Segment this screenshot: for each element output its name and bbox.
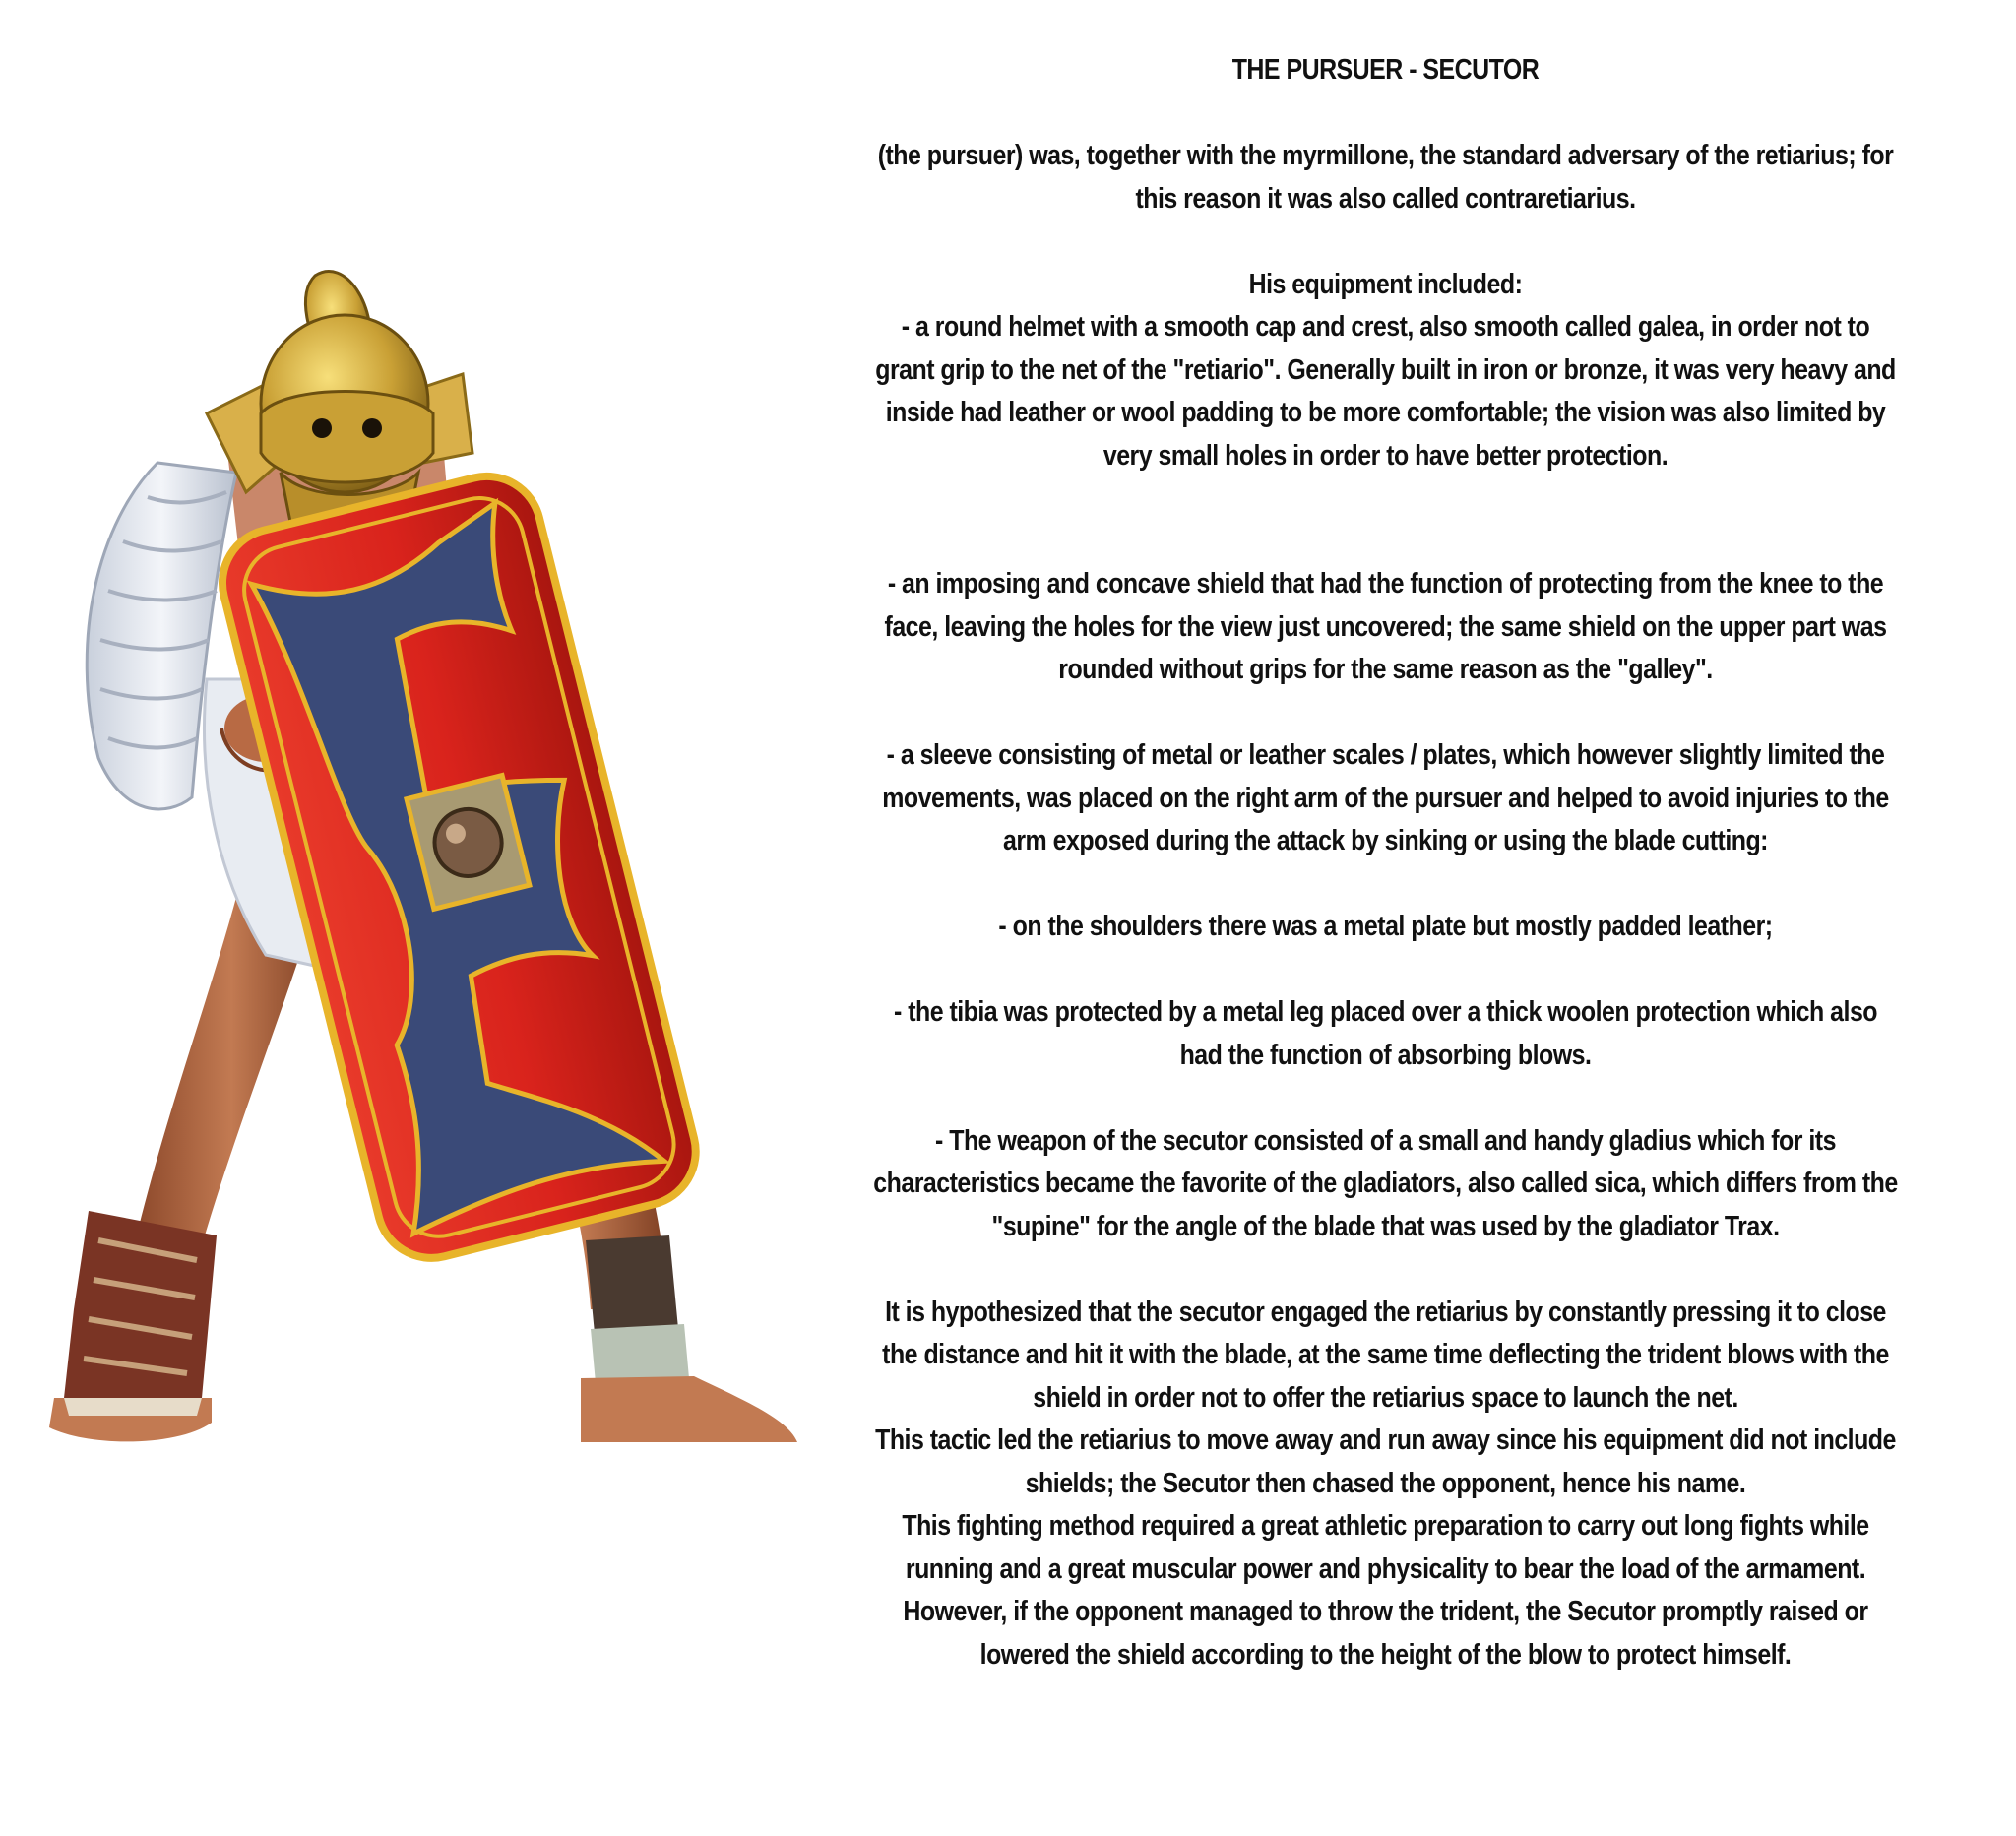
leather-boot (49, 1211, 217, 1441)
secutor-gladiator-illustration (30, 266, 807, 1546)
greave (581, 1235, 797, 1442)
intro-paragraph: (the pursuer) was, together with the myrmillone, the standard adversary of the retiarius; for this reason it was also called contraretiarius. (877, 140, 1894, 215)
equipment-heading: His equipment included: (1248, 268, 1523, 300)
equipment-item-shield: - an imposing and concave shield that had the function of protecting from the knee to the face, leaving the holes for the view just uncovered; the same shield on the upper part was rounded without grips for the same reason as the "galley". (884, 568, 1887, 685)
closing-paragraph-chase: This tactic led the retiarius to move away and run away since his equipment did not include shields; the Secutor then chased the opponent, hence his name. (875, 1424, 1896, 1499)
description-text (871, 49, 1900, 1677)
equipment-item-tibia: - the tibia was protected by a metal leg placed over a thick woolen protection which also had the function of absorbing blows. (893, 996, 1878, 1071)
closing-paragraph-method: This fighting method required a great athletic preparation to carry out long fights while running and a great muscular power and physicality to bear the load of the armament. However, if the opponent managed to throw the trident, the Secutor promptly raised or lowered the shield according to the height of the blow to protect himself. (902, 1510, 1869, 1671)
equipment-item-shoulders: - on the shoulders there was a metal plate but mostly padded leather; (998, 911, 1773, 942)
closing-paragraph-tactic: It is hypothesized that the secutor engaged the retiarius by constantly pressing it to close the distance and hit it with the blade, at the same time deflecting the trident blows with the shield in order not to offer the retiarius space to launch the net. (882, 1296, 1889, 1414)
equipment-item-weapon: - The weapon of the secutor consisted of a small and handy gladius which for its characteristics became the favorite of the gladiators, also called sica, which differs from the "supine" for the angle of the blade that was used by the gladiator Trax. (873, 1124, 1898, 1242)
page-title: THE PURSUER - SECUTOR (1231, 54, 1540, 86)
equipment-item-sleeve: - a sleeve consisting of metal or leather scales / plates, which however slightly limited the movements, was placed on the right arm of the pursuer and helped to avoid injuries to the arm exposed during the attack by sinking or using the blade cutting: (882, 739, 1889, 856)
equipment-item-helmet: - a round helmet with a smooth cap and crest, also smooth called galea, in order not to grant grip to the net of the "retiario". Generally built in iron or bronze, it was very heavy and inside had leather or wool padding to be more comfortable; the vision was also limited by very small holes in order to have better protection. (875, 311, 1896, 472)
